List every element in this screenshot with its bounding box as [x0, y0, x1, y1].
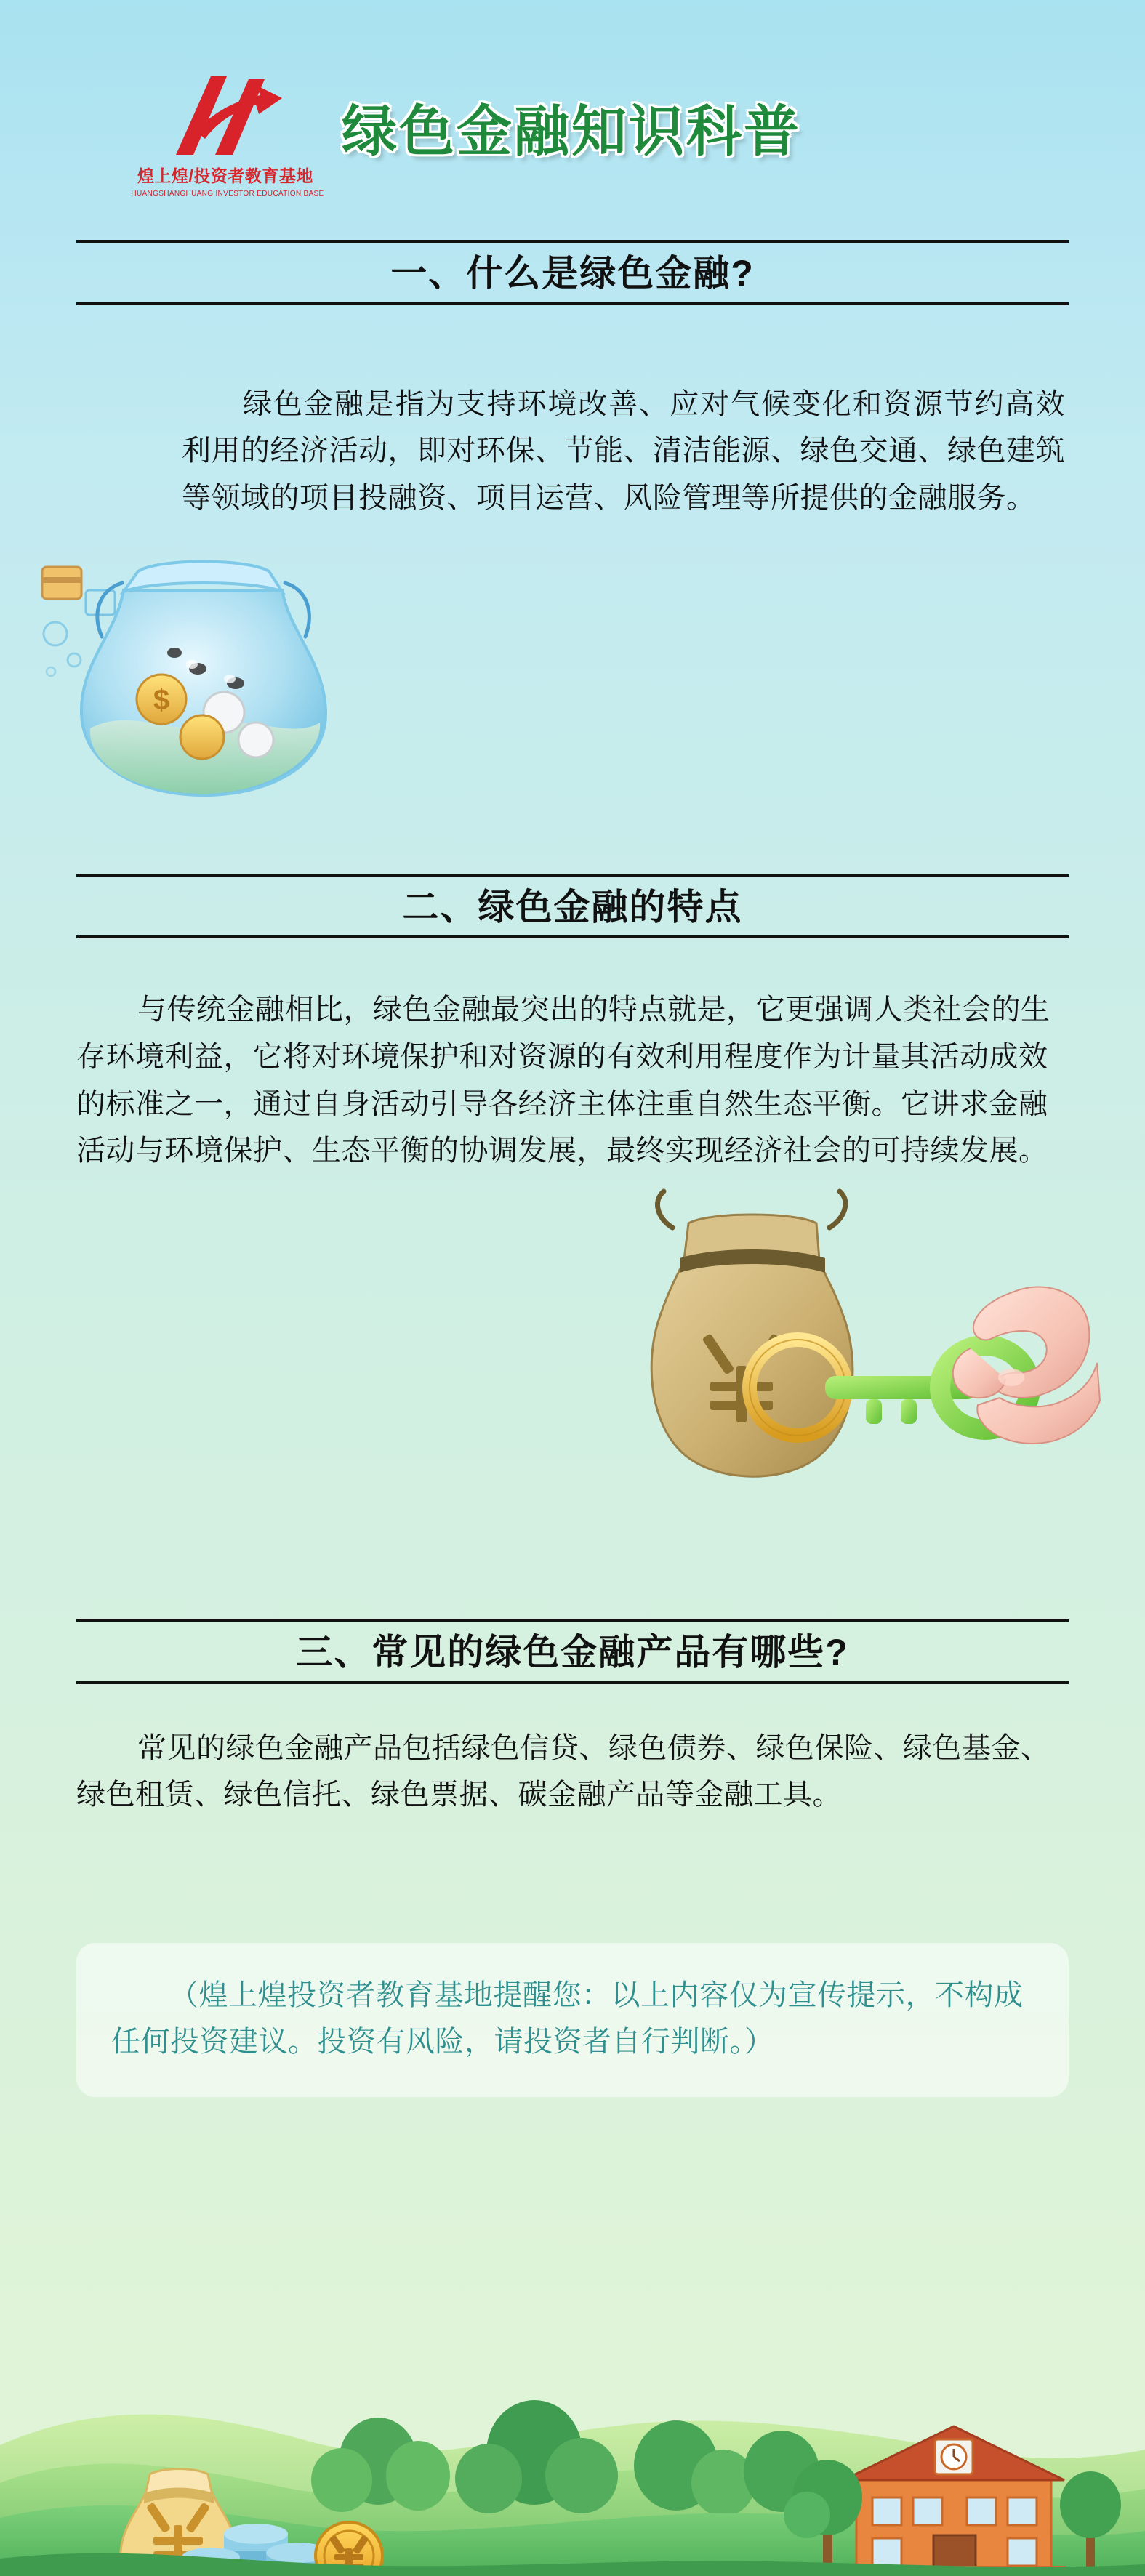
arrow-logo-icon: [167, 69, 284, 160]
disclaimer-text: （煌上煌投资者教育基地提醒您：以上内容仅为宣传提示，不构成任何投资建议。投资有风险，请投资者自行判断。）: [111, 1979, 1024, 2058]
logo-name-en: HUANGSHANGHUANG INVESTOR EDUCATION BASE: [131, 189, 324, 198]
logo-name-cn: 煌上煌/投资者教育基地: [137, 166, 313, 185]
logo-block: [127, 69, 324, 198]
section-heading-2: [76, 874, 1069, 939]
section-heading-3-text: 三、常见的绿色金融产品有哪些?: [296, 1632, 849, 1673]
section-heading-1-text: 一、什么是绿色金融?: [390, 253, 755, 294]
section-3-body-text: 常见的绿色金融产品包括绿色信贷、绿色债券、绿色保险、绿色基金、绿色租赁、绿色信托、绿色票据、碳金融产品等金融工具。: [76, 1731, 1050, 1811]
section-heading-1: [76, 240, 1069, 305]
footer-illustration: [0, 2271, 1145, 2576]
page-title: 绿色金融知识科普: [342, 101, 801, 163]
section-3-body: [76, 1725, 1069, 1819]
hand-key-moneybag-illustration: [607, 1183, 1101, 1524]
poster-header: [0, 0, 1145, 240]
section-1-content: [0, 365, 1145, 874]
section-2-content: [0, 965, 1145, 1619]
section-heading-3: [76, 1619, 1069, 1684]
section-1-body: [182, 381, 1065, 522]
disclaimer-box: [76, 1943, 1069, 2097]
section-3-content: [0, 1706, 1145, 1924]
section-1-body-text: 绿色金融是指为支持环境改善、应对气候变化和资源节约高效利用的经济活动，即对环保、节能、清洁能源、绿色交通、绿色建筑等领域的项目投融资、项目运营、风险管理等所提供的金融服务。: [182, 387, 1065, 515]
svg-text:$: $: [153, 683, 170, 716]
section-2-body: [76, 986, 1069, 1175]
section-heading-2-text: 二、绿色金融的特点: [402, 886, 743, 927]
money-bag-illustration: [29, 481, 393, 816]
section-2-body-text: 与传统金融相比，绿色金融最突出的特点就是，它更强调人类社会的生存环境利益，它将对环境保护和对资源的有效利用程度作为计量其活动成效的标准之一，通过自身活动引导各经济主体注重自然生态平衡。它讲求金融活动与环境保护、生态平衡的协调发展，最终实现经济社会的可持续发展。: [76, 994, 1050, 1167]
